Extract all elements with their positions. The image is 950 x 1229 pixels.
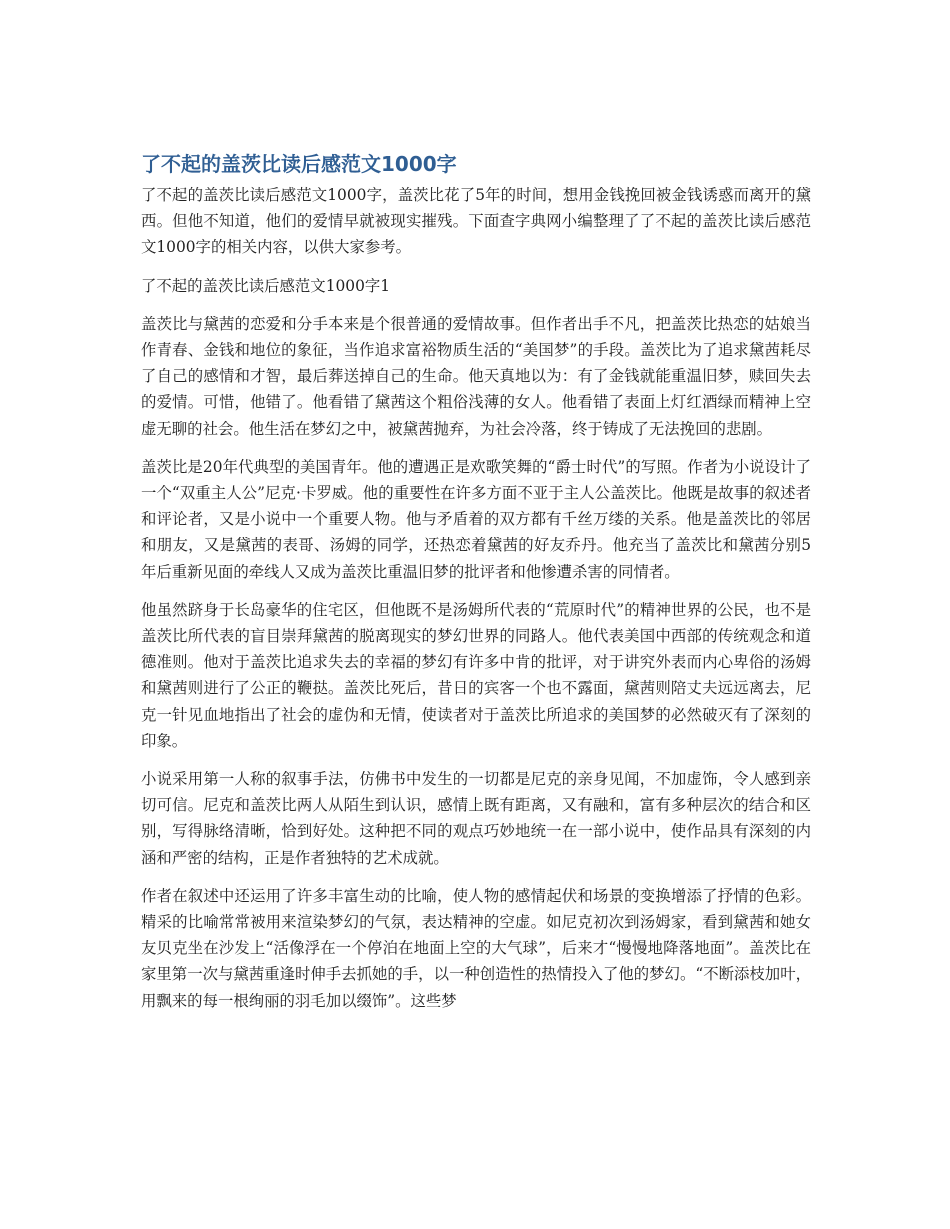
intro-paragraph: 了不起的盖茨比读后感范文1000字，盖茨比花了5年的时间，想用金钱挽回被金钱诱惑而离开的黛西。但他不知道，他们的爱情早就被现实摧残。下面查字典网小编整理了了不起的盖茨比读后感范文1000字的相关内容，以供大家参考。 <box>141 186 811 257</box>
document-page <box>141 150 811 1026</box>
body-paragraph: 他虽然跻身于长岛豪华的住宅区，但他既不是汤姆所代表的“荒原时代”的精神世界的公民，也不是盖茨比所代表的盲目崇拜黛茜的脱离现实的梦幻世界的同路人。他代表美国中西部的传统观念和道德准则。他对于盖茨比追求失去的幸福的梦幻有许多中肯的批评，对于讲究外表而内心卑俗的汤姆和黛茜则进行了公正的鞭挞。盖茨比死后，昔日的宾客一个也不露面，黛茜则陪丈夫远远离去，尼克一针见血地指出了社会的虚伪和无情，使读者对于盖茨比所追求的美国梦的必然破灭有了深刻的印象。 <box>141 600 811 750</box>
section-heading: 了不起的盖茨比读后感范文1000字1 <box>141 276 391 295</box>
body-paragraph: 小说采用第一人称的叙事手法，仿佛书中发生的一切都是尼克的亲身见闻，不加虚饰，令人感到亲切可信。尼克和盖茨比两人从陌生到认识，感情上既有距离，又有融和，富有多种层次的结合和区别，写得脉络清晰，恰到好处。这种把不同的观点巧妙地统一在一部小说中，使作品具有深刻的内涵和严密的结构，正是作者独特的艺术成就。 <box>141 770 811 867</box>
body-paragraph: 盖茨比是20年代典型的美国青年。他的遭遇正是欢歌笑舞的“爵士时代”的写照。作者为小说设计了一个“双重主人公”尼克·卡罗威。他的重要性在许多方面不亚于主人公盖茨比。他既是故事的叙述者和评论者，又是小说中一个重要人物。他与矛盾着的双方都有千丝万缕的关系。他是盖茨比的邻居和朋友，又是黛茜的表哥、汤姆的同学，还热恋着黛茜的好友乔丹。他充当了盖茨比和黛茜分别5年后重新见面的牵线人又成为盖茨比重温旧梦的批评者和他惨遭杀害的同情者。 <box>141 457 811 581</box>
document-title: 了不起的盖茨比读后感范文1000字 <box>141 152 457 176</box>
body-paragraph: 盖茨比与黛茜的恋爱和分手本来是个很普通的爱情故事。但作者出手不凡，把盖茨比热恋的姑娘当作青春、金钱和地位的象征，当作追求富裕物质生活的“美国梦”的手段。盖茨比为了追求黛茜耗尽了自己的感情和才智，最后葬送掉自己的生命。他天真地以为：有了金钱就能重温旧梦，赎回失去的爱情。可惜，他错了。他看错了黛茜这个粗俗浅薄的女人。他看错了表面上灯红酒绿而精神上空虚无聊的社会。他生活在梦幻之中，被黛茜抛弃，为社会冷落，终于铸成了无法挽回的悲剧。 <box>141 314 811 438</box>
body-paragraph: 作者在叙述中还运用了许多丰富生动的比喻，使人物的感情起伏和场景的变换增添了抒情的色彩。精采的比喻常常被用来渲染梦幻的气氛，表达精神的空虚。如尼克初次到汤姆家，看到黛茜和她女友贝克坐在沙发上“活像浮在一个停泊在地面上空的大气球”，后来才“慢慢地降落地面”。盖茨比在家里第一次与黛茜重逢时伸手去抓她的手，以一种创造性的热情投入了他的梦幻。“不断添枝加叶，用飘来的每一根绚丽的羽毛加以缀饰”。这些梦 <box>141 886 811 1010</box>
